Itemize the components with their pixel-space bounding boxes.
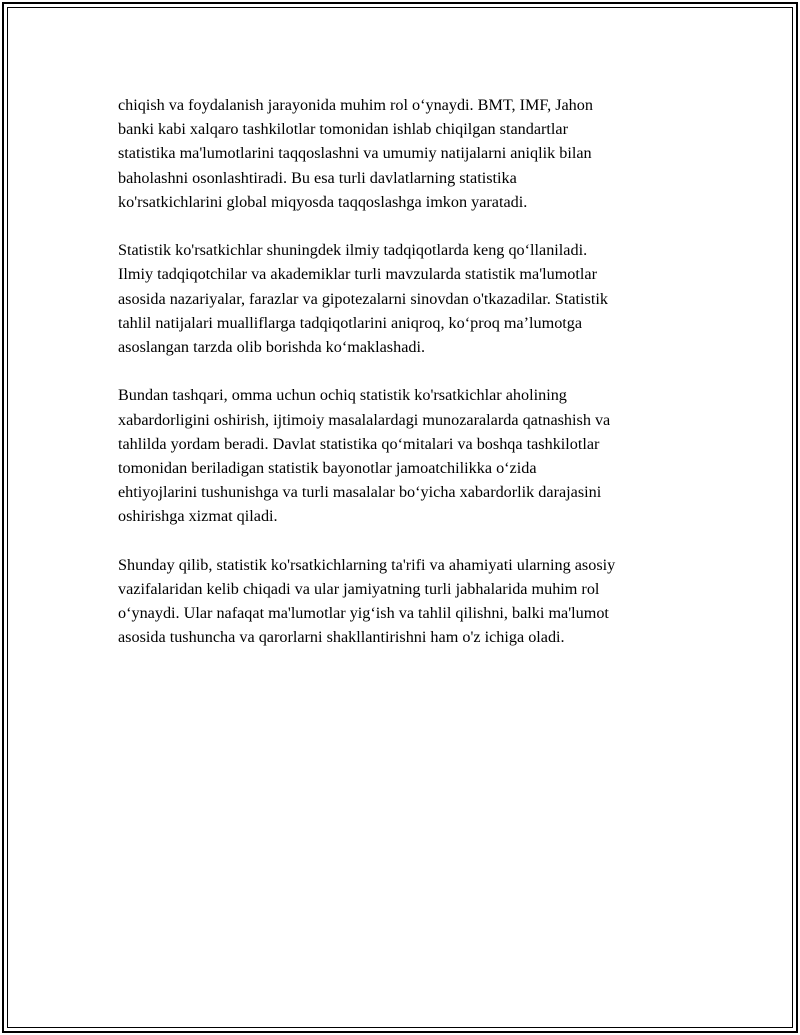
paragraph-line: Ilmiy tadqiqotchilar va akademiklar turli mavzularda statistik ma'lumotlar bbox=[118, 265, 597, 284]
paragraph-line: chiqish va foydalanish jarayonida muhim rol o‘ynaydi. BMT, IMF, Jahon bbox=[118, 96, 593, 114]
paragraph-4 bbox=[118, 553, 698, 650]
paragraph-line: vazifalaridan kelib chiqadi va ular jamiyatning turli jabhalarida muhim rol bbox=[118, 580, 600, 599]
document-body bbox=[118, 93, 698, 674]
paragraph-line: ehtiyojlarini tushunishga va turli masalalar bo‘yicha xabardorlik darajasini bbox=[118, 483, 602, 502]
paragraph-line: ko'rsatkichlarini global miqyosda taqqoslashga imkon yaratadi. bbox=[118, 192, 528, 211]
paragraph-line: oshirishga xizmat qiladi. bbox=[118, 507, 278, 526]
paragraph-3 bbox=[118, 383, 698, 528]
paragraph-line: tahlilda yordam beradi. Davlat statistika qo‘mitalari va boshqa tashkilotlar bbox=[118, 434, 600, 453]
paragraph-line: asosida nazariyalar, farazlar va gipotezalarni sinovdan o'tkazadilar. Statistik bbox=[118, 289, 608, 308]
paragraph-line: Bundan tashqari, omma uchun ochiq statistik ko'rsatkichlar aholining bbox=[118, 386, 567, 405]
paragraph-line: banki kabi xalqaro tashkilotlar tomonidan ishlab chiqilgan standartlar bbox=[118, 120, 568, 139]
paragraph-line: xabardorligini oshirish, ijtimoiy masalalardagi munozaralarda qatnashish va bbox=[118, 410, 611, 429]
paragraph-line: tomonidan beriladigan statistik bayonotlar jamoatchilikka oʻzida bbox=[118, 459, 537, 478]
paragraph-line: tahlil natijalari mualliflarga tadqiqotlarini aniqroq, ko‘proq maʼlumotga bbox=[118, 313, 583, 332]
paragraph-line: o‘ynaydi. Ular nafaqat ma'lumotlar yig‘ish va tahlil qilishni, balki ma'lumot bbox=[118, 604, 609, 623]
paragraph-line: asoslangan tarzda olib borishda ko‘maklashadi. bbox=[118, 338, 426, 357]
paragraph-line: Statistik ko'rsatkichlar shuningdek ilmiy tadqiqotlarda keng qo‘llaniladi. bbox=[118, 241, 588, 260]
paragraph-line: baholashni osonlashtiradi. Bu esa turli davlatlarning statistika bbox=[118, 168, 517, 187]
paragraph-line: asosida tushuncha va qarorlarni shakllantirishni ham o'z ichiga oladi. bbox=[118, 628, 565, 647]
paragraph-line: Shunday qilib, statistik ko'rsatkichlarning ta'rifi va ahamiyati ularning asosiy bbox=[118, 555, 616, 574]
paragraph-line: statistika ma'lumotlarini taqqoslashni va umumiy natijalarni aniqlik bilan bbox=[118, 144, 592, 163]
paragraph-1 bbox=[118, 93, 698, 214]
paragraph-2 bbox=[118, 238, 698, 359]
